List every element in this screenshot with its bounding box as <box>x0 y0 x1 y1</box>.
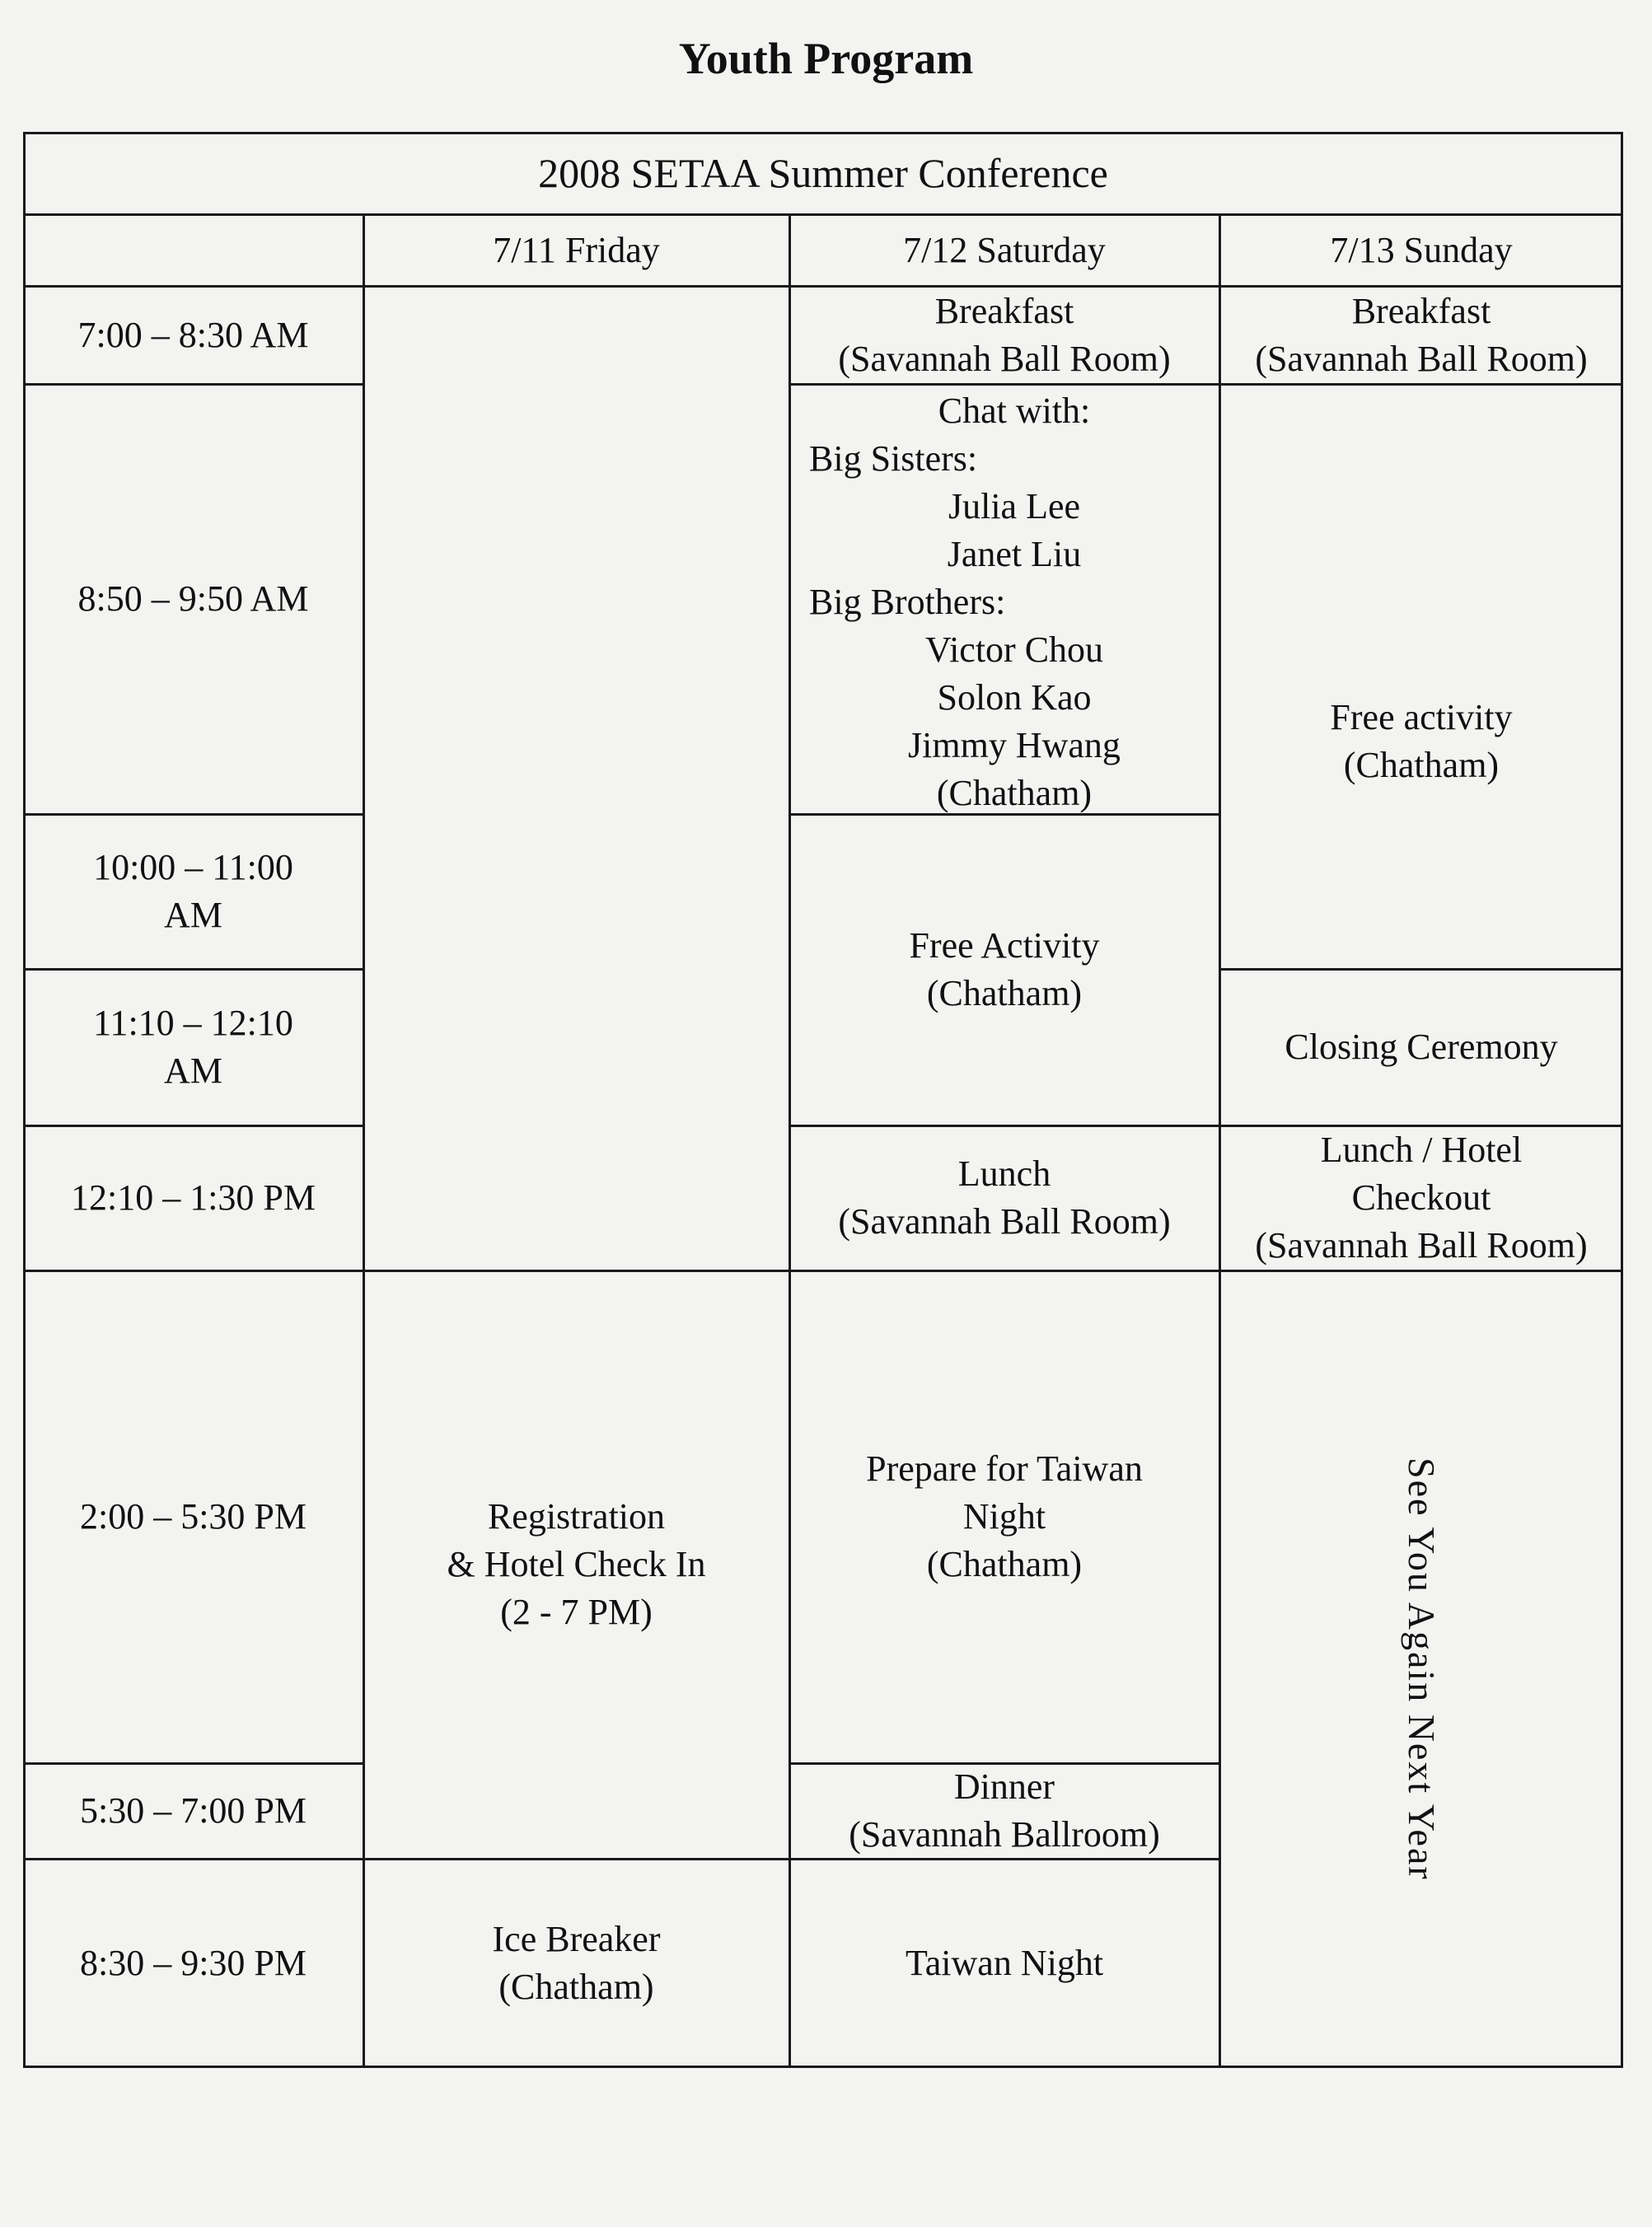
time-slot: 12:10 – 1:30 PM <box>70 1177 316 1218</box>
sunday-lunch-checkout: Lunch / Hotel Checkout (Savannah Ball Room) <box>1255 1130 1588 1266</box>
time-slot: 2:00 – 5:30 PM <box>79 1496 307 1537</box>
friday-registration: Registration & Hotel Check In (2 - 7 PM) <box>447 1496 706 1632</box>
sunday-closing-ceremony: Closing Ceremony <box>1285 1027 1558 1067</box>
sunday-free-activity: Free activity (Chatham) <box>1330 697 1513 785</box>
time-slot: 5:30 – 7:00 PM <box>79 1790 307 1831</box>
day-header-friday: 7/11 Friday <box>493 230 660 270</box>
farewell-text: See You Again Next Year <box>1401 1457 1443 1881</box>
day-header-saturday: 7/12 Saturday <box>903 230 1106 270</box>
time-slot: 10:00 – 11:00 AM <box>93 847 293 935</box>
saturday-lunch: Lunch (Savannah Ball Room) <box>838 1153 1171 1242</box>
sunday-farewell <box>1219 1270 1623 2068</box>
schedule-table <box>23 132 1623 2068</box>
friday-icebreaker: Ice Breaker (Chatham) <box>492 1919 661 2007</box>
time-slot: 11:10 – 12:10 AM <box>93 1003 293 1091</box>
day-header-sunday: 7/13 Sunday <box>1330 230 1513 270</box>
saturday-taiwan-night: Taiwan Night <box>905 1943 1104 1983</box>
saturday-free-activity: Free Activity (Chatham) <box>909 925 1100 1013</box>
page-title: Youth Program <box>678 34 974 83</box>
time-slot: 8:30 – 9:30 PM <box>79 1943 307 1983</box>
sunday-breakfast: Breakfast (Savannah Ball Room) <box>1255 291 1588 379</box>
saturday-prepare: Prepare for Taiwan Night (Chatham) <box>866 1448 1143 1584</box>
saturday-dinner: Dinner (Savannah Ballroom) <box>849 1766 1160 1855</box>
time-slot: 7:00 – 8:30 AM <box>77 315 309 355</box>
saturday-chat: Chat with: Big Sisters: Julia Lee Janet Liu Big Brothers: Victor Chou Solon Kao Jimmy Hwang (Chatham) <box>809 391 1121 813</box>
time-slot: 8:50 – 9:50 AM <box>77 578 309 619</box>
saturday-breakfast: Breakfast (Savannah Ball Room) <box>838 291 1171 379</box>
conference-title: 2008 SETAA Summer Conference <box>538 150 1108 196</box>
